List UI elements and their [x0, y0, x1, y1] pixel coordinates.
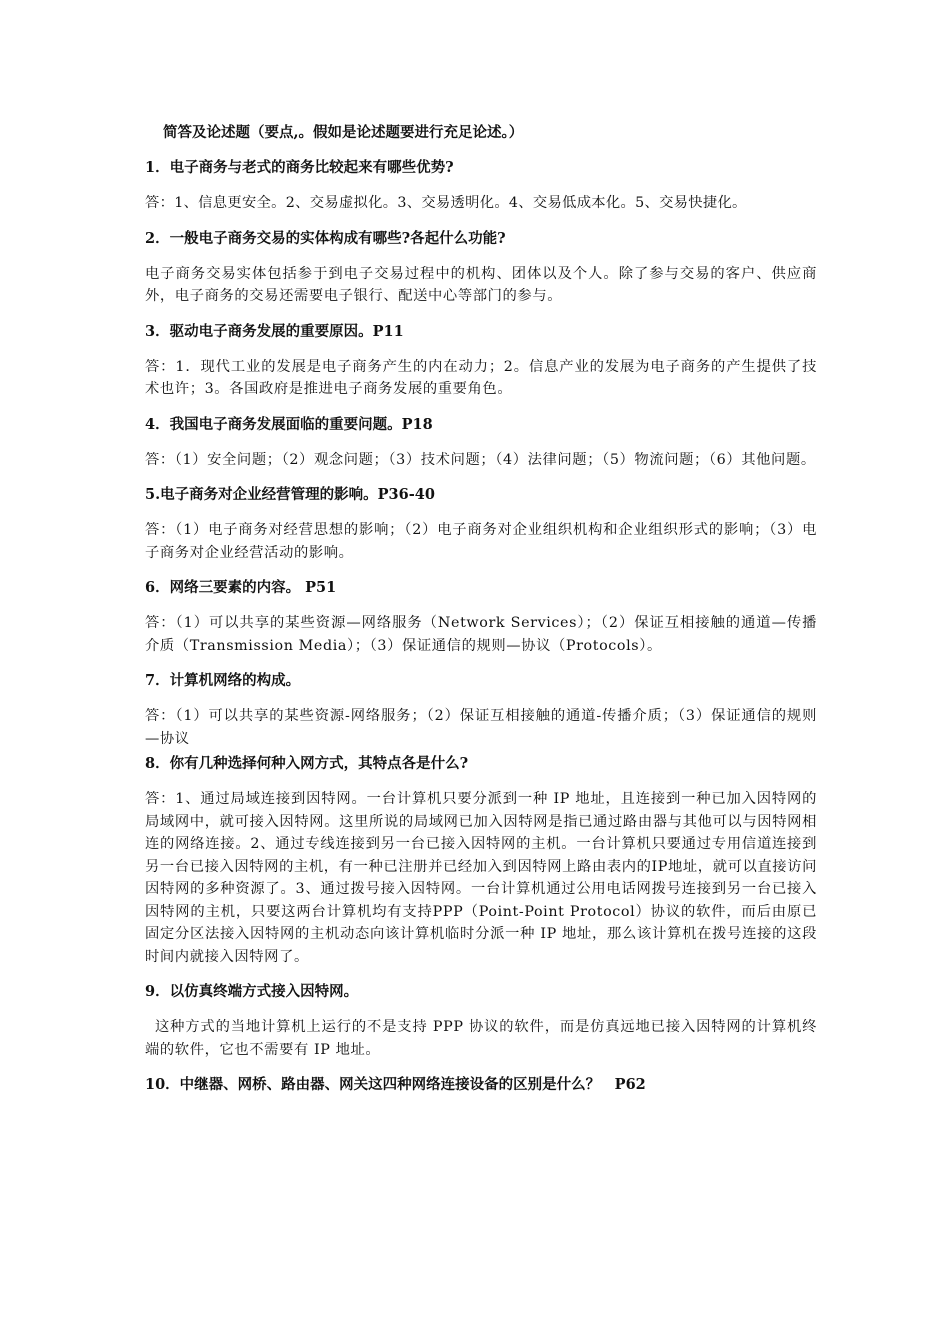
answer-2: 电子商务交易实体包括参于到电子交易过程中的机构、团体以及个人。除了参与交易的客户、供应商外，电子商务的交易还需要电子银行、配送中心等部门的参与。: [145, 265, 817, 304]
question-3: 3．驱动电子商务发展的重要原因。P11: [145, 322, 404, 340]
question-5: 5.电子商务对企业经营管理的影响。P36-40: [145, 486, 435, 503]
question-4: 4．我国电子商务发展面临的重要问题。P18: [145, 415, 433, 433]
answer-1: 答：1、信息更安全。2、交易虚拟化。3、交易透明化。4、交易低成本化。5、交易快捷化。: [145, 195, 747, 211]
answer-5: 答：（1）电子商务对经营思想的影响；（2）电子商务对企业组织机构和企业组织形式的影响；（3）电子商务对企业经营活动的影响。: [145, 522, 817, 561]
answer-7: 答：（1）可以共享的某些资源-网络服务；（2）保证互相接触的通道-传播介质；（3）保证通信的规则—协议: [145, 708, 817, 747]
document-page: [145, 122, 817, 1109]
answer-3: 答：1．现代工业的发展是电子商务产生的内在动力；2。信息产业的发展为电子商务的产生提供了技术也许；3。各国政府是推进电子商务发展的重要角色。: [145, 358, 817, 397]
question-2: 2．一般电子商务交易的实体构成有哪些?各起什么功能?: [145, 229, 506, 247]
question-9: 9．以仿真终端方式接入因特网。: [145, 983, 359, 1000]
question-8: 8．你有几种选择何种入网方式，其特点各是什么?: [145, 755, 469, 772]
question-10: 10．中继器、网桥、路由器、网关这四种网络连接设备的区别是什么？ P62: [145, 1076, 646, 1093]
document-title: 简答及论述题（要点,。假如是论述题要进行充足论述。）: [163, 124, 524, 141]
question-7: 7．计算机网络的构成。: [145, 672, 301, 689]
answer-8: 答：1、通过局域连接到因特网。一台计算机只要分派到一种 IP 地址，且连接到一种已加入因特网的局域网中，就可接入因特网。这里所说的局域网已加入因特网是指已通过路由器与其他可以与因特网相连的网络连接。2、通过专线连接到另一台已接入因特网的主机。一台计算机只要通过专用信道连接到另一台已接入因特网的主机，有一种已注册并已经加入到因特网上路由表内的IP地址，就可以直接访问因特网的多种资源了。3、通过拨号接入因特网。一台计算机通过公用电话网拨号连接到另一台已接入因特网的主机，只要这两台计算机均有支持PPP（Point-Point Protocol）协议的软件，而后由原已固定分区法接入因特网的主机动态向该计算机临时分派一种 IP 地址，那么该计算机在拨号连接的这段时间内就接入因特网了。: [145, 791, 817, 965]
answer-4: 答：（1）安全问题；（2）观念问题；（3）技术问题；（4）法律问题；（5）物流问题；（6）其他问题。: [145, 451, 816, 468]
answer-9: 这种方式的当地计算机上运行的不是支持 PPP 协议的软件，而是仿真远地已接入因特网的计算机终端的软件，它也不需要有 IP 地址。: [145, 1019, 817, 1058]
question-1: 1．电子商务与老式的商务比较起来有哪些优势?: [145, 159, 454, 176]
answer-6: 答：（1）可以共享的某些资源—网络服务（Network Services）；（2）保证互相接触的通道—传播介质（Transmission Media）；（3）保证通信的规则—协议（Protocols）。: [145, 615, 817, 654]
question-6: 6．网络三要素的内容。 P51: [145, 579, 337, 596]
